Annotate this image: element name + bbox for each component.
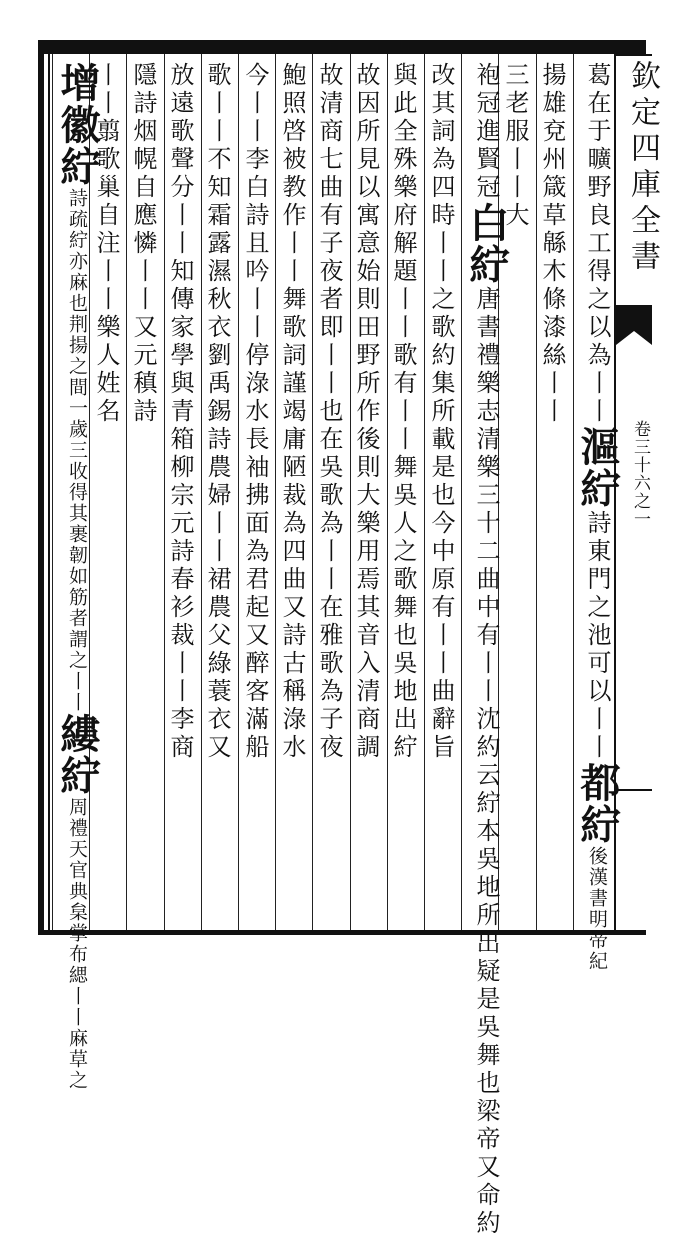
margin-volume: 卷三十六之一 [630, 420, 650, 528]
entry-heading: 漚紵 [574, 426, 621, 510]
text-column [574, 62, 621, 972]
frame-bottom-border [38, 930, 646, 935]
text-column [168, 62, 192, 762]
text-segment: 故因所見以寓意始則田野所作後則大樂用焉其音入清商調 [352, 62, 380, 762]
text-column [243, 62, 267, 762]
column-rule [350, 54, 351, 930]
text-segment: 周禮天官典枲掌布緦丨丨麻草之 [66, 797, 88, 1091]
text-column [317, 62, 341, 762]
text-segment: 丨丨翦歌巢自注丨丨樂人姓名 [92, 62, 120, 426]
text-segment: 與此全殊樂府解題丨丨歌有丨丨舞吳人之歌舞也吳地出紵 [389, 62, 417, 762]
text-segment: 唐書禮樂志清樂三十二曲中有丨丨沈約云紵本吳地所出疑是吳舞也梁帝又命約 [472, 286, 500, 1238]
text-segment: 放遠歌聲分丨丨知傳家學與青箱柳宗元詩春衫裁丨丨李商 [166, 62, 194, 762]
text-column [540, 62, 564, 426]
frame-left-border [38, 40, 44, 935]
entry-heading: 都紵 [574, 762, 621, 846]
text-segment: 隱詩烟幌自應憐丨丨又元稹詩 [129, 62, 157, 426]
entry-heading: 縷紵 [54, 713, 101, 797]
margin-title: 欽定四庫全書 [625, 60, 660, 276]
text-column [391, 62, 415, 762]
text-column [280, 62, 304, 762]
column-rule [312, 54, 313, 930]
text-column [354, 62, 378, 762]
column-rule [275, 54, 276, 930]
column-rule [461, 54, 462, 930]
text-column [54, 62, 101, 1091]
text-segment: 葛在于曠野良工得之以為丨丨 [583, 62, 611, 426]
text-column [429, 62, 453, 762]
text-segment: 故清商七曲有子夜者即丨丨也在吳歌為丨丨在雅歌為子夜 [315, 62, 343, 762]
column-rule [164, 54, 165, 930]
column-rule [126, 54, 127, 930]
text-segment: 三老服丨丨大 [501, 62, 529, 230]
column-rule [387, 54, 388, 930]
text-segment: 袍冠進賢冠 [472, 62, 500, 202]
text-segment: 詩東門之池可以丨丨 [583, 510, 611, 762]
text-segment: 揚雄兗州箴草緜木條漆絲丨丨 [538, 62, 566, 426]
entry-heading: 增徽紵 [54, 62, 101, 188]
column-rule [424, 54, 425, 930]
entry-heading: 白紵 [463, 202, 510, 286]
column-rule [52, 54, 53, 930]
text-segment: 改其詞為四時丨丨之歌約集所載是也今中原有丨丨曲辭旨 [427, 62, 455, 762]
frame-inner-left-border [48, 54, 50, 930]
text-column [131, 62, 155, 426]
text-segment: 鮑照啓被教作丨丨舞歌詞謹竭庸陋裁為四曲又詩古稱淥水 [278, 62, 306, 762]
column-rule [536, 54, 537, 930]
text-segment: 歌丨丨不知霜露濕秋衣劉禹錫詩農婦丨丨裙農父綠蓑衣又 [203, 62, 231, 762]
text-column [463, 62, 510, 1238]
text-segment: 後漢書明帝紀 [586, 846, 608, 972]
text-segment: 詩疏紵亦麻也荆揚之間一歲三收得其裹韌如筋者謂之丨丨 [66, 188, 88, 713]
column-rule [238, 54, 239, 930]
text-column [205, 62, 229, 762]
frame-top-border [38, 40, 646, 54]
column-rule [201, 54, 202, 930]
text-segment: 今丨丨李白詩且吟丨丨停淥水長袖拂面為君起又醉客滿船 [241, 62, 269, 762]
fishtail-mark [616, 305, 652, 345]
